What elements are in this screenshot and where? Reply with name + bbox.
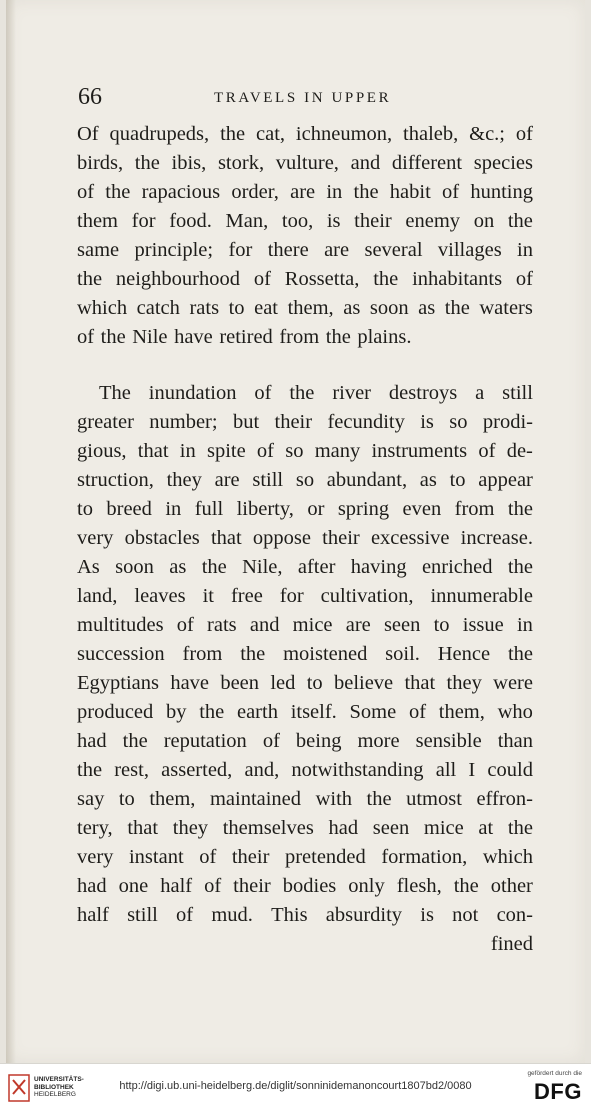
word: that [137,440,169,462]
word: are [214,469,240,491]
word: plains. [357,326,412,348]
text-line [77,756,533,785]
word: led [270,672,296,694]
word: at [478,817,494,839]
word: Of [77,123,99,145]
word: maintained [209,788,302,810]
text-line [77,149,533,178]
word: formation, [381,846,468,868]
word: gious, [77,440,127,462]
word: them, [438,701,485,723]
word: a [475,382,485,404]
word: inhabitants [412,268,503,290]
funder-label: gefördert durch die [527,1070,582,1077]
word: produced [77,701,154,723]
word: mice [423,817,464,839]
text-line [77,582,533,611]
word: Egyptians [77,672,159,694]
word: more [357,730,400,752]
word: of [77,181,95,203]
text-line [77,669,533,698]
word: absurdity [325,904,403,926]
word: villages [437,239,502,261]
word: by [166,701,187,723]
text-line [77,785,533,814]
word: moistened [283,643,368,665]
word: number; [149,411,218,433]
word: rest, [114,759,149,781]
page-fold-shadow [6,0,16,1063]
word: itself. [290,701,337,723]
word: as [169,556,187,578]
word: had [77,730,107,752]
text-line [77,265,533,294]
word: of [515,123,533,145]
word: very [77,527,114,549]
word: were [493,672,533,694]
word: and [350,152,381,174]
word: after [297,556,336,578]
word: habit [389,181,431,203]
word: retired [219,326,273,348]
word: soon [369,297,409,319]
text-line [77,437,533,466]
word: land, [77,585,118,607]
word: earth [236,701,278,723]
word: innumerable [430,585,533,607]
word: half [77,904,109,926]
word: to [228,297,245,319]
word: As [77,556,100,578]
word: the [77,759,103,781]
word: for [131,210,156,232]
word: is [326,210,341,232]
word: the [507,210,533,232]
word: on [473,210,495,232]
word: who [497,701,533,723]
word: Nile, [242,556,283,578]
word: succession [77,643,165,665]
word: excessive [370,527,450,549]
word: different [391,152,463,174]
word: had [77,875,107,897]
word: are [324,239,350,261]
word: even [402,498,442,520]
word: appear [478,469,533,491]
word: that [127,817,159,839]
word: of [199,846,217,868]
text-line [77,495,533,524]
word: for [279,585,304,607]
word: not [452,904,479,926]
word: still [127,904,158,926]
word: is [420,904,434,926]
word: bodies [282,875,337,897]
word: there [267,239,309,261]
word: thaleb, [403,123,459,145]
word: rapacious [141,181,221,203]
word: so [449,411,468,433]
word: the [240,643,266,665]
word: of [253,268,271,290]
word: they [166,469,202,491]
word: so [285,440,304,462]
word: effron- [476,788,533,810]
word: species [473,152,533,174]
word: the [507,817,533,839]
word: themselves [222,817,314,839]
word: say [77,788,105,810]
word: seen [372,817,410,839]
text-line [77,901,533,930]
word: only [348,875,385,897]
word: and [249,614,280,636]
word: of [478,440,496,462]
word: soil. [385,643,420,665]
word: destroys [388,382,458,404]
institution-line: BIBLIOTHEK [34,1083,74,1091]
word: their [274,411,313,433]
institution-line: HEIDELBERG [34,1091,76,1098]
word: many [314,440,361,462]
word: are [345,614,371,636]
word: to [433,614,450,636]
word: soon [115,556,154,578]
word: of [262,730,280,752]
text-line [77,727,533,756]
word: in [326,181,343,203]
word: reputation [163,730,247,752]
word: too, [281,210,314,232]
word: mud. [211,904,253,926]
word: the [199,701,225,723]
word: This [271,904,308,926]
text-line [77,814,533,843]
word: prodi- [482,411,533,433]
word: which [482,846,533,868]
word: struction, [77,469,154,491]
page-number: 66 [78,84,102,110]
word: birds, [77,152,124,174]
word: their [354,210,392,232]
word: had [328,817,359,839]
word: the [507,498,533,520]
word: flesh, [396,875,442,897]
word: food. [169,210,212,232]
word: obstacles [124,527,200,549]
word: cultivation, [320,585,414,607]
word: greater [77,411,134,433]
word: them, [287,297,334,319]
word: the [507,556,533,578]
word: to [118,788,135,810]
word: still [252,469,284,491]
word: vulture, [275,152,339,174]
text-line [77,120,533,149]
word: stork, [217,152,265,174]
footer-bar [0,1063,591,1110]
running-title: TRAVELS IN UPPER [214,90,392,106]
word: inundation [148,382,237,404]
word: pretended [284,846,366,868]
word: have [174,326,213,348]
word: for [228,239,253,261]
text-line [77,379,533,408]
word: is [420,411,434,433]
word: several [364,239,423,261]
text-line [77,872,533,901]
word: ibis, [171,152,207,174]
word: are [290,181,316,203]
word: the [220,123,246,145]
paragraph-gap [77,352,533,379]
word: de- [506,440,533,462]
text-line [77,323,533,352]
word: utmost [406,788,462,810]
word: which [77,297,128,319]
word: to [77,498,93,520]
word: of [254,382,272,404]
word: believe [333,672,394,694]
word: very [77,846,114,868]
word: instruments [371,440,468,462]
institution-line: UNIVERSITÄTS- [34,1076,84,1083]
word: ichneumon, [295,123,393,145]
word: rats [189,297,220,319]
text-line [77,236,533,265]
word: waters [479,297,533,319]
word: they [446,672,482,694]
word: instant [128,846,184,868]
word: in [516,614,533,636]
word: from [182,643,223,665]
word: I [468,759,476,781]
word: the [366,788,392,810]
word: of [77,326,95,348]
word: have [170,672,210,694]
word: increase. [460,527,533,549]
word: the [105,181,131,203]
word: as [419,469,437,491]
running-head [78,82,548,112]
word: of [408,701,427,723]
word: eat [254,297,279,319]
word: the [325,326,351,348]
text-line [77,524,533,553]
text-line [77,553,533,582]
word: them [77,210,118,232]
word: tery, [77,817,113,839]
word: to [449,469,466,491]
word: all [435,759,457,781]
word: enriched [421,556,493,578]
word: seen [383,614,421,636]
word: catch [136,297,180,319]
word: Hence [437,643,491,665]
word: other [490,875,533,897]
text-line [77,408,533,437]
word: cat, [256,123,286,145]
word: rats [207,614,237,636]
word: breed [106,498,152,520]
text-line [77,178,533,207]
word: neighbourhood [115,268,241,290]
word: of [442,181,460,203]
word: hunting [470,181,533,203]
word: &c.; [469,123,506,145]
word: the [100,326,126,348]
word: Some [349,701,397,723]
word: abundant, [326,469,408,491]
word: mice [292,614,333,636]
word: fined [490,933,533,955]
word: their [231,846,270,868]
word: in [517,239,533,261]
word: the [134,152,160,174]
word: Nile [132,326,168,348]
word: they [172,817,209,839]
word: from [454,498,495,520]
word: half [160,875,193,897]
word: their [233,875,271,897]
word: to [306,672,323,694]
word: the [507,643,533,665]
text-line [77,843,533,872]
word: been [220,672,260,694]
word: asserted, [161,759,233,781]
word: of [256,440,274,462]
word: that [404,672,436,694]
word: as [418,297,436,319]
word: in [179,440,196,462]
word: quadrupeds, [109,123,210,145]
word: spite [206,440,246,462]
word: and, [244,759,280,781]
word: con- [496,904,533,926]
text-line [77,640,533,669]
word: fecundity [327,411,405,433]
word: Rossetta, [284,268,360,290]
word: the [77,268,103,290]
word: of [176,614,194,636]
word: so [295,469,315,491]
word: the [122,730,148,752]
word: notwithstanding [291,759,424,781]
word: multitudes [77,614,164,636]
word: of [176,904,194,926]
word: river [332,382,372,404]
dfg-logo: DFG [534,1079,582,1104]
word: than [497,730,533,752]
word: in [165,498,182,520]
word: but [232,411,260,433]
word: their [322,527,360,549]
word: the [373,268,399,290]
word: could [487,759,533,781]
word: The [99,382,131,404]
word: the [444,297,470,319]
word: them, [149,788,196,810]
word: free [230,585,263,607]
word: liberty, [236,498,294,520]
word: one [118,875,149,897]
word: the [353,181,379,203]
word: as [343,297,361,319]
word: order, [231,181,279,203]
word: full [194,498,224,520]
body-text [77,120,533,959]
word: the [201,556,227,578]
word: it [202,585,214,607]
word: spring [337,498,390,520]
word: principle; [134,239,214,261]
text-line [77,466,533,495]
text-line [77,611,533,640]
word: still [502,382,533,404]
word: or [307,498,325,520]
word: same [77,239,120,261]
word: the [453,875,479,897]
word: the [289,382,315,404]
text-line [77,698,533,727]
catchword [77,930,533,959]
word: issue [462,614,504,636]
word: enemy [405,210,461,232]
word: Man, [225,210,269,232]
word: being [295,730,342,752]
word: with [315,788,353,810]
word: leaves [134,585,186,607]
text-line [77,207,533,236]
permalink-url[interactable]: http://digi.ub.uni-heidelberg.de/diglit/sonninidemanoncourt1807bd2/0080 [119,1080,472,1092]
text-line [77,294,533,323]
word: from [279,326,320,348]
word: of [204,875,222,897]
word: having [350,556,407,578]
word: oppose [252,527,311,549]
word: of [515,268,533,290]
word: sensible [415,730,482,752]
word: that [210,527,242,549]
